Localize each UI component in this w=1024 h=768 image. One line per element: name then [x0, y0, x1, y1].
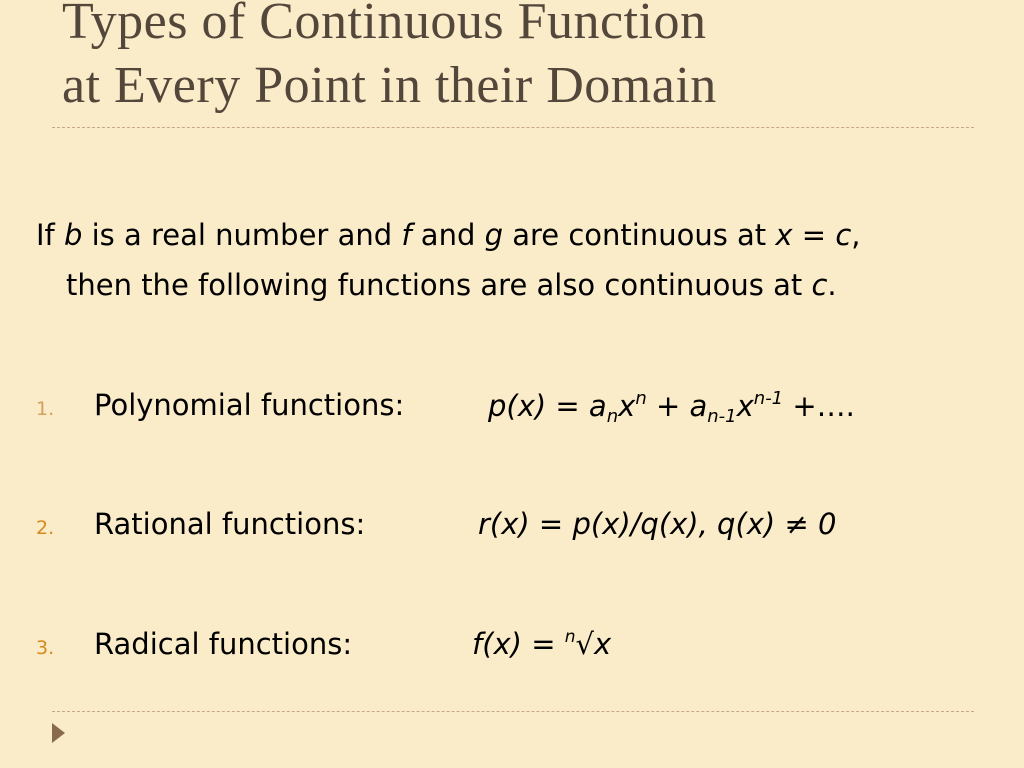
formula-part: p(x) = a — [488, 389, 607, 423]
root-index: n — [564, 627, 576, 647]
triangle-right-icon — [52, 723, 65, 743]
radical-sign: √ — [575, 627, 595, 661]
formula-part: x — [594, 627, 612, 661]
formula-part: +…. — [783, 389, 855, 423]
list-item-radical — [0, 627, 1024, 667]
title-line-1: Types of Continuous Function — [62, 0, 707, 50]
list-item-label: Rational functions: — [94, 507, 366, 541]
var-g: g — [484, 218, 503, 252]
list-number: 1. — [36, 398, 55, 420]
polynomial-formula — [488, 388, 855, 427]
var-c: c — [811, 268, 828, 302]
formula-part: + a — [646, 389, 708, 423]
list-item-label: Radical functions: — [94, 627, 353, 661]
list-number: 2. — [36, 517, 55, 539]
intro-text: = — [792, 218, 836, 252]
formula-subscript: n-1 — [707, 406, 737, 427]
radical-formula — [472, 627, 611, 661]
intro-text: . — [827, 268, 837, 302]
intro-line-1 — [36, 218, 861, 252]
intro-line-2 — [66, 268, 837, 302]
list-number: 3. — [36, 637, 55, 659]
title-line-2: at Every Point in their Domain — [62, 57, 717, 114]
list-item-label: Polynomial functions: — [94, 388, 405, 422]
formula-part: x — [736, 389, 754, 423]
intro-text: are continuous at — [503, 218, 776, 252]
bottom-divider — [52, 711, 974, 712]
slide-title — [62, 0, 982, 118]
intro-text: is a real number and — [82, 218, 402, 252]
intro-text: then the following functions are also continuous at — [66, 268, 812, 302]
var-c: c — [835, 218, 852, 252]
formula-part: x — [618, 389, 636, 423]
list-item-rational — [0, 507, 1024, 547]
intro-text: If — [36, 218, 64, 252]
intro-text: and — [411, 218, 485, 252]
var-b: b — [63, 218, 83, 252]
formula-part: f(x) = — [472, 627, 565, 661]
formula-subscript: n — [606, 406, 619, 427]
list-item-polynomial — [0, 388, 1024, 428]
top-divider — [52, 127, 974, 128]
intro-text: , — [851, 218, 861, 252]
formula-superscript: n-1 — [753, 388, 784, 409]
var-f: f — [401, 218, 412, 252]
var-x: x — [775, 218, 793, 252]
formula-superscript: n — [635, 388, 647, 409]
rational-formula: r(x) = p(x)/q(x), q(x) ≠ 0 — [478, 507, 837, 541]
